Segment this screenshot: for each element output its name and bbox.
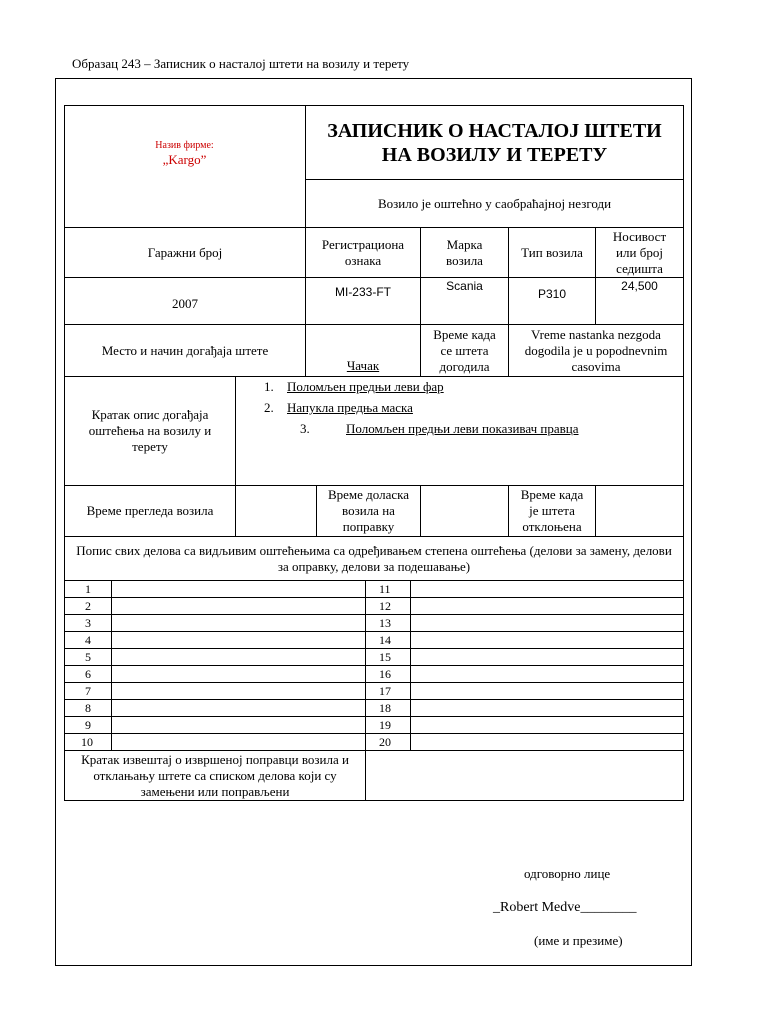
signature-role: одговорно лице	[524, 866, 611, 881]
part-number: 9	[85, 718, 91, 732]
subtitle: Возило је оштећно у саобраћајној незгоди	[377, 195, 612, 211]
description-num-3: 3.	[300, 421, 310, 436]
part-number: 2	[85, 599, 91, 613]
place-value-text: Чачак	[346, 358, 380, 373]
inspection-label: Време прегледа возила	[86, 503, 214, 518]
description-item-2: Напукла предња маска	[287, 400, 413, 415]
part-number: 10	[81, 735, 93, 749]
type-header: Тип возила	[521, 244, 583, 260]
garage-value: 2007	[172, 296, 198, 311]
description-item-1: Поломљен предњи леви фар	[287, 379, 444, 394]
part-number: 14	[379, 633, 391, 647]
part-number: 6	[85, 667, 91, 681]
description-item-3: Поломљен предњи леви показивач правца	[346, 421, 579, 436]
registration-header: Регистрациона ознака	[321, 236, 405, 268]
part-number: 8	[85, 701, 91, 715]
description-label: Кратак опис догађаја оштећења на возилу и терету	[88, 407, 212, 454]
time-label: Време када се штета догодила	[433, 326, 496, 374]
time-value: Vreme nastanka nezgoda dogodila je u popodnevnim casovima	[524, 326, 668, 374]
form-label: Образац 243 – Записник о насталој штети на возилу и терету	[72, 56, 410, 71]
registration-value: MI-233-FT	[334, 285, 391, 299]
brand-value: Scania	[446, 279, 483, 293]
part-number: 13	[379, 616, 391, 630]
description-num-1: 1.	[264, 379, 274, 394]
part-number: 20	[379, 735, 391, 749]
company-name: „Kargo”	[162, 151, 207, 167]
part-number: 17	[379, 684, 391, 698]
part-number: 18	[379, 701, 391, 715]
signature-caption: (име и презиме)	[534, 933, 623, 948]
title-line-1: ЗАПИСНИК О НАСТАЛОЈ ШТЕТИ	[327, 120, 662, 142]
part-number: 12	[379, 599, 391, 613]
capacity-value: 24,500	[621, 279, 658, 293]
part-number: 19	[379, 718, 391, 732]
document-title	[306, 112, 683, 174]
brand-header: Марка возила	[446, 236, 483, 268]
part-number: 16	[379, 667, 391, 681]
place-label: Место и начин догађаја штете	[101, 342, 269, 358]
part-number: 1	[85, 582, 91, 596]
parts-heading: Попис свих делова са видљивим оштећењима са одређивањем степена оштећења (делови за замену, делови за оправку, делови за подешавање)	[76, 542, 672, 574]
arrival-label: Време доласка возила на поправку	[327, 487, 410, 534]
part-number: 4	[85, 633, 91, 647]
title-line-2: НА ВОЗИЛУ И ТЕРЕТУ	[381, 144, 608, 166]
garage-header: Гаражни број	[147, 244, 223, 260]
signature-name: _Robert Medve________	[493, 900, 637, 915]
type-value: P310	[537, 287, 567, 301]
company-cell	[64, 106, 305, 200]
company-label: Назив фирме:	[155, 139, 214, 151]
part-number: 11	[379, 582, 391, 596]
report-label: Кратак извештај о извршеној поправци возила и отклањању штете са списком делова који су замењени или поправљени	[81, 751, 349, 799]
description-num-2: 2.	[264, 400, 274, 415]
part-number: 15	[379, 650, 391, 664]
fixed-label: Време када је штета отклоњена	[520, 487, 584, 534]
part-number: 7	[85, 684, 91, 698]
place-value	[306, 356, 420, 376]
part-number: 3	[85, 616, 91, 630]
capacity-header: Носивост или број седишта	[612, 228, 667, 276]
part-number: 5	[85, 650, 91, 664]
